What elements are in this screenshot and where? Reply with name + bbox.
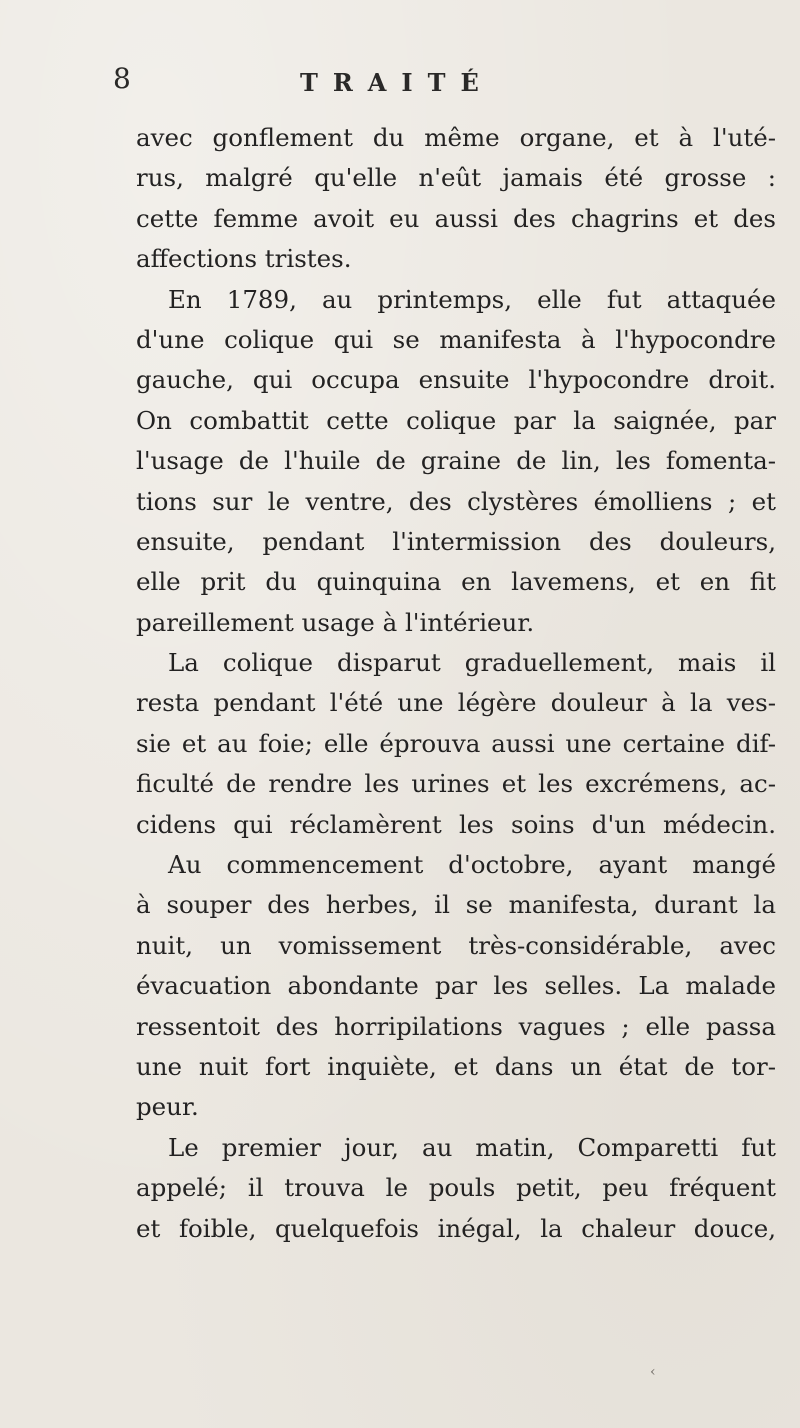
text-line: l'usage de l'huile de graine de lin, les fomenta- [136,446,776,476]
stray-mark: ‹ [650,1364,656,1380]
text-line: nuit, un vomissement très-considérable, avec [136,930,776,960]
body-text [136,118,776,1249]
text-line: évacuation abondante par les selles. La malade [136,971,776,1001]
text-line: Le premier jour, au matin, Comparetti fut [168,1132,776,1162]
text-line: à souper des herbes, il se manifesta, durant la [136,890,776,920]
page-number: 8 [113,62,131,95]
text-line: ficulté de rendre les urines et les excrémens, ac- [136,769,776,799]
text-line: Au commencement d'octobre, ayant mangé [168,850,776,880]
text-line: ensuite, pendant l'intermission des douleurs, [136,526,776,556]
text-line: cette femme avoit eu aussi des chagrins et des [136,203,776,233]
text-line: appelé; il trouva le pouls petit, peu fréquent [136,1173,776,1203]
text-line: rus, malgré qu'elle n'eût jamais été grosse : [136,163,776,193]
text-line: ressentoit des horripilations vagues ; elle passa [136,1011,776,1041]
text-line: On combattit cette colique par la saignée, par [136,405,776,435]
text-line: cidens qui réclamèrent les soins d'un médecin. [136,809,776,839]
text-line: tions sur le ventre, des clystères émolliens ; et [136,486,776,516]
text-line: gauche, qui occupa ensuite l'hypocondre droit. [136,365,776,395]
text-line: sie et au foie; elle éprouva aussi une certaine dif- [136,728,776,758]
text-line: affections tristes. [136,244,352,274]
text-line: La colique disparut graduellement, mais il [168,648,776,678]
text-line: peur. [136,1092,199,1122]
text-line: elle prit du quinquina en lavemens, et en fit [136,567,776,597]
running-head [0,62,800,102]
text-line: En 1789, au printemps, elle fut attaquée [168,284,776,314]
text-line: une nuit fort inquiète, et dans un état de tor- [136,1051,776,1081]
text-line: avec gonflement du même organe, et à l'uté- [136,123,776,152]
text-line: pareillement usage à l'intérieur. [136,607,535,637]
text-line: d'une colique qui se manifesta à l'hypocondre [136,324,776,354]
text-line: et foible, quelquefois inégal, la chaleur douce, [136,1213,776,1243]
running-title: TRAITÉ [300,68,494,97]
text-line: resta pendant l'été une légère douleur à la ves- [136,688,776,718]
